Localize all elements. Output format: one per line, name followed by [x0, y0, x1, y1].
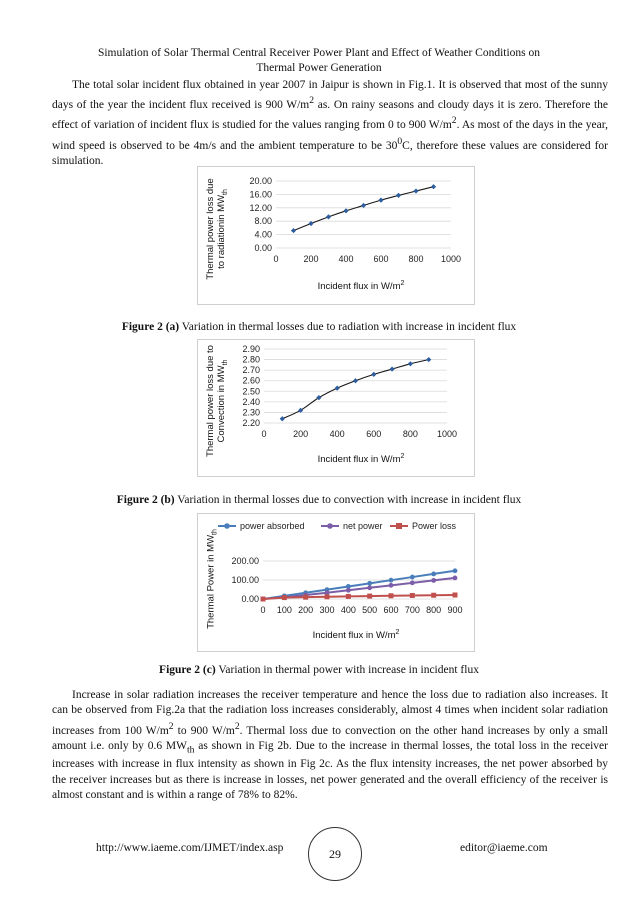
text: Incident flux in W/m — [312, 630, 396, 642]
y-tick-label: 2.60 — [242, 375, 260, 386]
sup: 0 — [397, 135, 403, 147]
caption-label: Figure 2 (a) — [121, 321, 180, 333]
x-tick-label: 400 — [338, 254, 354, 264]
data-point — [389, 578, 394, 583]
figure-2a-chart — [197, 166, 475, 305]
x-tick-label: 800 — [408, 254, 424, 264]
data-point — [346, 594, 351, 599]
text: . As most of the days in the year, wind speed is observed to be 4m/s and the ambient temperature to be 30 — [52, 119, 608, 152]
data-point — [361, 203, 366, 208]
x-tick-label: 1000 — [440, 254, 462, 264]
y-tick-label: 8.00 — [254, 216, 272, 227]
x-tick-label: 100 — [276, 605, 292, 615]
x-axis-label — [198, 629, 474, 641]
text: The total solar incident flux obtained in year 2007 in Jaipur is shown in Fig.1. It is observed that most of the sunny days of the year the incident flux received is 900 W/m — [52, 79, 608, 112]
legend-marker — [224, 523, 230, 529]
trend-line — [294, 187, 434, 231]
data-point — [367, 585, 372, 590]
y-tick-label: 200.00 — [231, 556, 259, 566]
data-point — [343, 208, 348, 213]
sub: th — [221, 359, 229, 366]
data-point — [291, 228, 296, 233]
caption-text: Variation in thermal power with increase in incident flux — [215, 664, 479, 676]
figure-2c-caption — [0, 664, 638, 676]
y-tick-label: 2.40 — [242, 396, 260, 407]
caption-text: Variation in thermal losses due to convection with increase in incident flux — [174, 494, 522, 506]
data-point — [426, 357, 431, 362]
header-line-1: Simulation of Solar Thermal Central Receiver Power Plant and Effect of Weather Conditions on — [97, 47, 541, 59]
data-point — [378, 197, 383, 202]
data-point — [431, 572, 436, 577]
caption-text: Variation in thermal losses due to radiation with increase in incident flux — [179, 321, 517, 333]
data-point — [353, 378, 358, 383]
y-axis-label — [202, 346, 234, 456]
running-header — [0, 46, 638, 76]
x-tick-label: 800 — [426, 605, 442, 615]
data-point — [410, 575, 415, 580]
x-tick-label: 0 — [273, 254, 279, 264]
header-line-2: Thermal Power Generation — [256, 62, 382, 74]
x-tick-label: 600 — [366, 429, 382, 439]
figure-2b-caption — [0, 494, 638, 506]
y-label-line-1: Thermal power loss due — [205, 178, 217, 280]
sup: 2 — [451, 115, 457, 127]
data-point — [413, 188, 418, 193]
legend-label: Power loss — [412, 521, 457, 531]
x-tick-label: 400 — [329, 429, 345, 439]
legend-label: net power — [343, 521, 383, 531]
data-point — [346, 588, 351, 593]
sup: 2 — [309, 95, 315, 107]
y-tick-label: 4.00 — [254, 229, 272, 240]
legend-marker — [327, 523, 333, 529]
data-point — [261, 597, 266, 602]
data-point — [431, 593, 436, 598]
sup: 2 — [168, 720, 174, 732]
x-tick-label: 0 — [261, 429, 267, 439]
paragraph-discussion — [52, 688, 608, 803]
x-tick-label: 900 — [447, 605, 463, 615]
y-tick-label: 2.70 — [242, 365, 260, 376]
data-point — [303, 595, 308, 600]
y-axis-label — [202, 175, 234, 283]
y-tick-label: 2.20 — [242, 418, 260, 428]
x-tick-label: 400 — [340, 605, 356, 615]
data-point — [453, 592, 458, 597]
data-point — [367, 581, 372, 586]
text: as shown in Fig 2b. Due to the increase in thermal losses, the total loss in the receiver increases with increase in flux intensity as shown in Fig 2c. As the flux intensity increases, the net power absorbed by the receiver increases but as there is increase in losses, net power generated and the overall efficiency of the receiver is almost constant and is within a range of 78% to 82%. — [52, 739, 608, 801]
trend-line — [282, 360, 428, 419]
y-tick-label: 2.80 — [242, 354, 260, 365]
figure-2a-caption — [0, 321, 638, 333]
x-tick-label: 0 — [260, 605, 266, 615]
data-point — [431, 578, 436, 583]
paragraph-intro — [52, 78, 608, 169]
data-point — [453, 568, 458, 573]
data-point — [389, 593, 394, 598]
sub: th — [211, 529, 219, 535]
text: Increase in solar radiation increases the receiver temperature and hence the loss due to radiation also increases. It can be observed from Fig.2a that the radiation loss increases considerably, almost 4 times when incident solar radiation increases from 100 W/m — [52, 689, 608, 737]
sub: th — [187, 744, 195, 756]
data-point — [326, 214, 331, 219]
y-label-line-2: to radiationin MW — [216, 194, 228, 269]
y-tick-label: 0.00 — [241, 594, 259, 604]
y-axis-label — [202, 524, 224, 634]
x-tick-label: 600 — [373, 254, 389, 264]
data-point — [282, 595, 287, 600]
x-axis-label — [198, 453, 474, 465]
text: . Thermal loss due to convection on the other hand increases by only a small amount i.e. only by 0.6 MW — [52, 724, 608, 752]
x-axis-label — [198, 280, 474, 292]
y-tick-label: 2.50 — [242, 386, 260, 397]
page-number: 29 — [308, 827, 362, 881]
data-point — [453, 576, 458, 581]
caption-label: Figure 2 (b) — [116, 494, 175, 506]
x-tick-label: 200 — [303, 254, 319, 264]
x-tick-label: 200 — [298, 605, 314, 615]
y-tick-label: 12.00 — [249, 202, 272, 213]
text: to 900 W/m — [173, 724, 235, 737]
legend-marker — [396, 523, 402, 529]
data-point — [367, 594, 372, 599]
figure-2c-chart — [197, 513, 475, 652]
data-point — [410, 593, 415, 598]
sup: 2 — [234, 720, 240, 732]
footer-email[interactable]: editor@iaeme.com — [460, 842, 548, 854]
legend-label: power absorbed — [240, 521, 305, 531]
text: as. On rainy seasons and cloudy days it is zero. Therefore the effect of variation of incident flux is studied for the values ranging from 0 to 900 W/m — [52, 99, 608, 132]
caption-label: Figure 2 (c) — [159, 664, 216, 676]
data-point — [431, 184, 436, 189]
y-tick-label: 20.00 — [249, 176, 272, 186]
figure-2b-chart — [197, 339, 475, 477]
x-tick-label: 300 — [319, 605, 335, 615]
y-tick-label: 2.30 — [242, 407, 260, 418]
data-point — [335, 386, 340, 391]
sup: 2 — [400, 453, 405, 460]
x-tick-label: 1000 — [436, 429, 458, 439]
x-tick-label: 600 — [383, 605, 399, 615]
data-point — [308, 221, 313, 226]
data-point — [390, 366, 395, 371]
text: C, therefore these values are considered for simulation. — [52, 139, 608, 167]
y-tick-label: 16.00 — [249, 189, 272, 200]
text: Incident flux in W/m — [317, 454, 401, 466]
data-point — [410, 580, 415, 585]
y-tick-label: 0.00 — [254, 243, 272, 253]
text: Incident flux in W/m — [317, 281, 401, 293]
sup: 2 — [400, 280, 405, 287]
x-tick-label: 800 — [402, 429, 418, 439]
y-label-line-1: Thermal power loss due to — [205, 345, 217, 457]
x-tick-label: 500 — [362, 605, 378, 615]
y-tick-label: 100.00 — [231, 575, 259, 585]
sup: 2 — [395, 629, 400, 636]
sub: th — [221, 189, 229, 195]
y-tick-label: 2.90 — [242, 344, 260, 354]
x-tick-label: 700 — [404, 605, 420, 615]
x-tick-label: 200 — [293, 429, 309, 439]
data-point — [389, 583, 394, 588]
data-point — [408, 361, 413, 366]
data-point — [371, 372, 376, 377]
data-point — [325, 594, 330, 599]
text: Thermal Power in MW — [205, 534, 217, 629]
data-point — [280, 416, 285, 421]
data-point — [396, 193, 401, 198]
y-label-line-2: Convection in MW — [216, 365, 228, 443]
footer-url[interactable]: http://www.iaeme.com/IJMET/index.asp — [96, 842, 284, 854]
